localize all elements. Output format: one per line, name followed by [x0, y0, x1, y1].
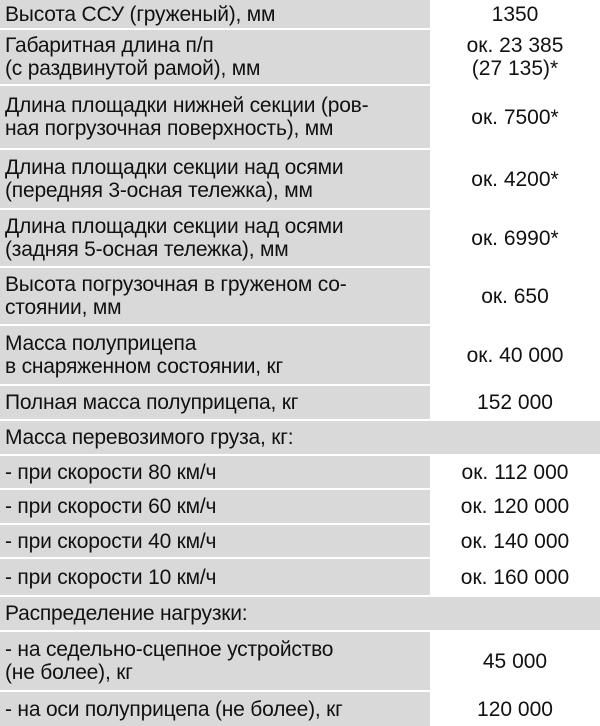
row-label: Высота погрузочная в груженом со- стоянии, мм: [0, 268, 430, 324]
row-label: Длина площадки секции над осями (задняя 5-осная тележка), мм: [0, 210, 430, 266]
row-value: ок. 4200*: [430, 150, 600, 208]
table-row: [0, 692, 600, 726]
row-label: - на оси полуприцепа (не более), кг: [0, 692, 430, 726]
table-row: [0, 456, 600, 488]
table-row: [0, 268, 600, 324]
table-row: [0, 326, 600, 384]
row-value: 45 000: [430, 632, 600, 690]
row-value: ок. 23 385 (27 135)*: [430, 30, 600, 84]
row-value: 1350: [430, 0, 600, 28]
row-label: - при скорости 40 км/ч: [0, 525, 430, 557]
table-row: [0, 86, 600, 148]
row-value: 152 000: [430, 386, 600, 419]
table-row: [0, 632, 600, 690]
row-label: Полная масса полуприцепа, кг: [0, 386, 430, 419]
table-row: [0, 559, 600, 595]
row-value: ок. 140 000: [430, 525, 600, 557]
row-label: - при скорости 60 км/ч: [0, 490, 430, 523]
row-label: Габаритная длина п/п (с раздвинутой рамой), мм: [0, 30, 430, 84]
row-value: 120 000: [430, 692, 600, 726]
row-label: Длина площадки секции над осями (передняя 3-осная тележка), мм: [0, 150, 430, 208]
row-value: ок. 7500*: [430, 86, 600, 148]
table-row: [0, 386, 600, 419]
row-label: - при скорости 10 км/ч: [0, 559, 430, 595]
row-value: ок. 160 000: [430, 559, 600, 595]
row-label: Длина площадки нижней секции (ров- ная погрузочная поверхность), мм: [0, 86, 430, 148]
row-value: ок. 120 000: [430, 490, 600, 523]
row-label: Масса полуприцепа в снаряженном состоянии, кг: [0, 326, 430, 384]
row-label: - на седельно-сцепное устройство (не более), кг: [0, 632, 430, 690]
table-section-header: [0, 597, 600, 630]
section-label: Распределение нагрузки:: [0, 597, 600, 630]
table-row: [0, 490, 600, 523]
row-value: ок. 6990*: [430, 210, 600, 266]
table-row: [0, 525, 600, 557]
section-label: Масса перевозимого груза, кг:: [0, 421, 600, 454]
row-value: ок. 650: [430, 268, 600, 324]
table-section-header: [0, 421, 600, 454]
table-row: [0, 150, 600, 208]
row-label: - при скорости 80 км/ч: [0, 456, 430, 488]
table-row: [0, 210, 600, 266]
row-value: ок. 112 000: [430, 456, 600, 488]
table-row: [0, 0, 600, 28]
row-label: Высота ССУ (груженый), мм: [0, 0, 430, 28]
table-row: [0, 30, 600, 84]
row-value: ок. 40 000: [430, 326, 600, 384]
